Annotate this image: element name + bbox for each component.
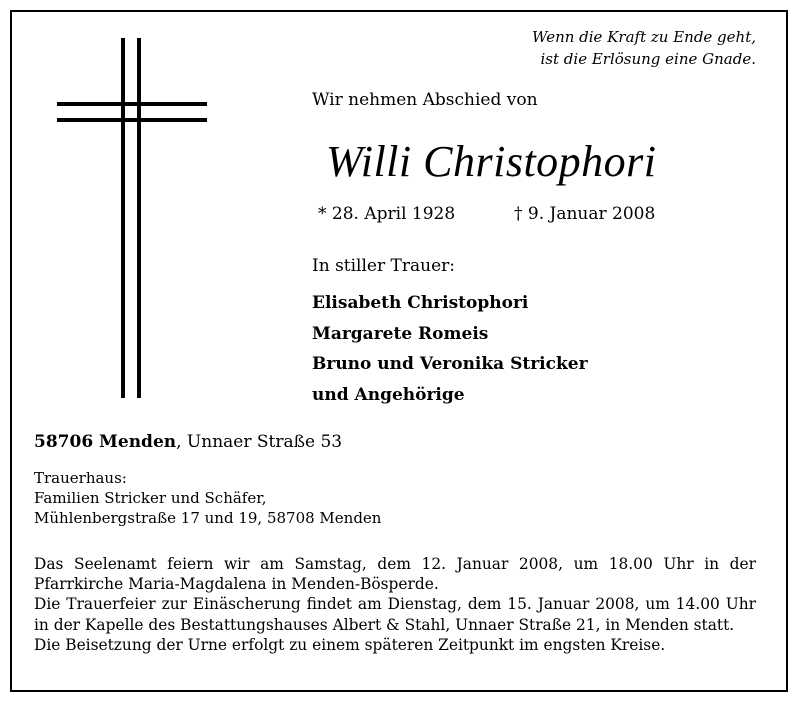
trauerhaus-line: Trauerhaus: — [34, 469, 127, 487]
trauerhaus-line: Familien Stricker und Schäfer, — [34, 489, 267, 507]
address-city: 58706 Menden — [34, 432, 177, 452]
family-address — [34, 432, 342, 452]
intro-text: Wir nehmen Abschied von — [312, 90, 538, 110]
requiem-note: Das Seelenamt feiern wir am Samstag, dem 12. Januar 2008, um 18.00 Uhr in der Pfarrkirche Maria-Magdalena in Menden-Bösperde. — [34, 555, 756, 594]
motto — [532, 26, 756, 70]
mourner: Elisabeth Christophori — [312, 293, 529, 313]
trauerhaus-line: Mühlenbergstraße 17 und 19, 58708 Menden — [34, 509, 382, 527]
funeral-note: Die Trauerfeier zur Einäscherung findet am Dienstag, dem 15. Januar 2008, um 14.00 Uhr in der Kapelle des Bestattungshauses Albert & Stahl, Unnaer Straße 21, in Menden statt. — [34, 595, 756, 634]
trauerhaus-block — [34, 468, 381, 528]
mourner: und Angehörige — [312, 384, 465, 405]
cross-icon — [57, 38, 207, 398]
address-street: , Unnaer Straße 53 — [176, 432, 343, 452]
mourners-list — [312, 288, 588, 410]
burial-note: Die Beisetzung der Urne erfolgt zu einem späteren Zeitpunkt im engsten Kreise. — [34, 635, 666, 654]
motto-line-1: Wenn die Kraft zu Ende geht, — [532, 28, 756, 46]
service-notes — [34, 554, 756, 655]
motto-line-2: ist die Erlösung eine Gnade. — [540, 50, 756, 68]
deceased-name: Willi Christophori — [326, 137, 657, 186]
death-date: † 9. Januar 2008 — [514, 204, 656, 224]
birth-date: * 28. April 1928 — [318, 204, 456, 224]
mourner: Bruno und Veronika Stricker — [312, 354, 588, 374]
mourning-label: In stiller Trauer: — [312, 256, 455, 276]
mourner: Margarete Romeis — [312, 323, 489, 344]
